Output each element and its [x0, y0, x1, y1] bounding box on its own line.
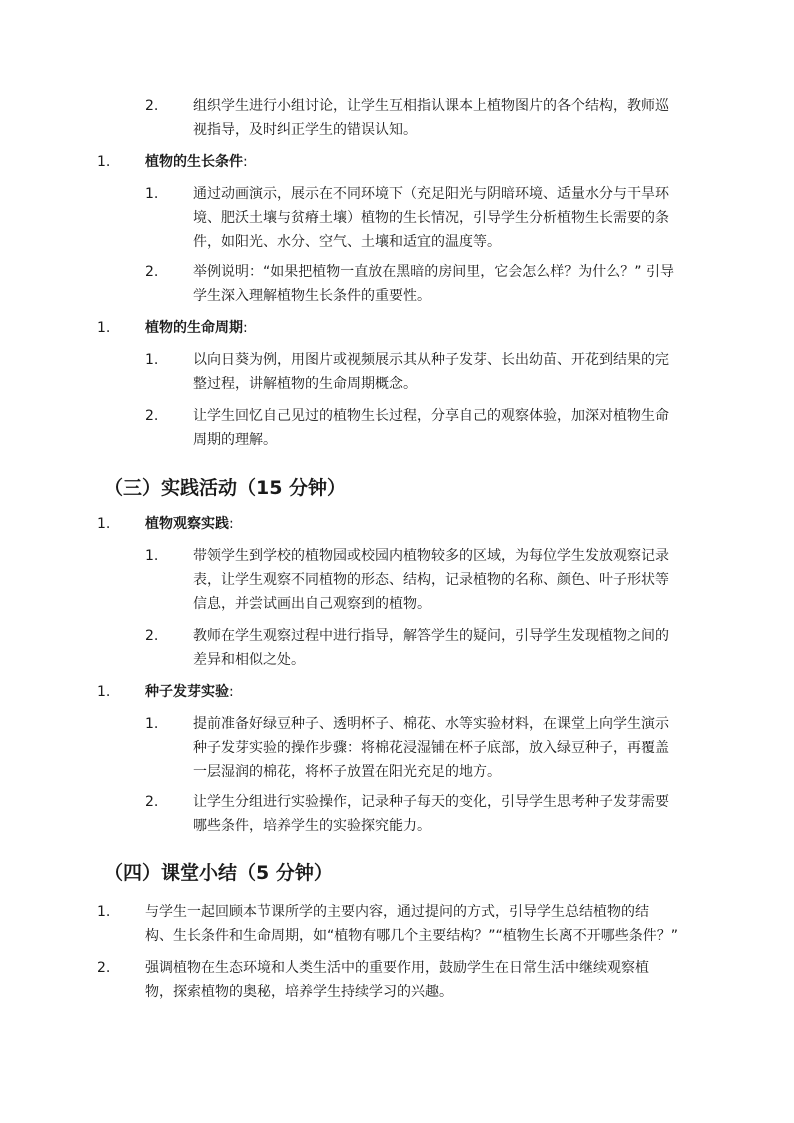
list-number: 1. — [97, 684, 111, 700]
text-line: 信息，并尝试画出自己观察到的植物。 — [193, 596, 431, 612]
list-number: 2. — [145, 628, 159, 644]
list-number: 1. — [145, 548, 159, 564]
list-number: 2. — [145, 98, 159, 114]
text-line: 以向日葵为例，用图片或视频展示其从种子发芽、长出幼苗、开花到结果的完 — [193, 352, 669, 368]
colon: : — [243, 320, 248, 336]
list-item-text — [145, 956, 705, 1004]
list-item-text — [193, 712, 703, 784]
list-item-text — [193, 544, 703, 616]
list-item-text — [193, 182, 703, 254]
list-number: 2. — [97, 960, 111, 976]
list-item-text — [193, 404, 703, 452]
list-item-text — [193, 624, 703, 672]
text-line: 强调植物在生态环境和人类生活中的重要作用，鼓励学生在日常生活中继续观察植 — [145, 960, 649, 976]
list-number: 2. — [145, 794, 159, 810]
text-line: 与学生一起回顾本节课所学的主要内容，通过提问的方式，引导学生总结植物的结 — [145, 904, 649, 920]
subsection-title — [145, 680, 705, 704]
text-line: 周期的理解。 — [193, 432, 277, 448]
subsection-title — [145, 316, 705, 340]
text-line: 举例说明：“如果把植物一直放在黑暗的房间里，它会怎么样？为什么？” 引导 — [193, 264, 674, 280]
text-line: 件，如阳光、水分、空气、土壤和适宜的温度等。 — [193, 234, 501, 250]
text-line: 让学生分组进行实验操作，记录种子每天的变化，引导学生思考种子发芽需要 — [193, 794, 669, 810]
section-heading: （四）课堂小结（5 分钟） — [104, 862, 333, 884]
list-item-text — [193, 94, 703, 142]
colon: : — [229, 684, 234, 700]
list-item-text — [193, 790, 703, 838]
text-line: 哪些条件，培养学生的实验探究能力。 — [193, 818, 431, 834]
subsection-title-text: 植物的生长条件 — [145, 154, 243, 170]
text-line: 教师在学生观察过程中进行指导，解答学生的疑问，引导学生发现植物之间的 — [193, 628, 669, 644]
list-number: 2. — [145, 264, 159, 280]
section-heading: （三）实践活动（15 分钟） — [104, 477, 347, 499]
colon: : — [243, 154, 248, 170]
list-number: 1. — [97, 904, 111, 920]
list-number: 1. — [145, 716, 159, 732]
subsection-title-text: 植物观察实践 — [145, 516, 229, 532]
subsection-title-text: 植物的生命周期 — [145, 320, 243, 336]
list-number: 1. — [145, 186, 159, 202]
text-line: 一层湿润的棉花，将杯子放置在阳光充足的地方。 — [193, 764, 501, 780]
text-line: 境、肥沃土壤与贫瘠土壤）植物的生长情况，引导学生分析植物生长需要的条 — [193, 210, 669, 226]
text-line: 种子发芽实验的操作步骤：将棉花浸湿铺在杯子底部，放入绿豆种子，再覆盖 — [193, 740, 669, 756]
list-number: 1. — [97, 516, 111, 532]
text-line: 带领学生到学校的植物园或校园内植物较多的区域，为每位学生发放观察记录 — [193, 548, 669, 564]
text-line: 让学生回忆自己见过的植物生长过程，分享自己的观察体验，加深对植物生命 — [193, 408, 669, 424]
text-line: 表，让学生观察不同植物的形态、结构，记录植物的名称、颜色、叶子形状等 — [193, 572, 669, 588]
text-line: 物，探索植物的奥秘，培养学生持续学习的兴趣。 — [145, 984, 453, 1000]
colon: : — [229, 516, 234, 532]
list-number: 2. — [145, 408, 159, 424]
text-line: 提前准备好绿豆种子、透明杯子、棉花、水等实验材料，在课堂上向学生演示 — [193, 716, 669, 732]
text-line: 构、生长条件和生命周期，如“植物有哪几个主要结构？”“植物生长离不开哪些条件？” — [145, 928, 679, 944]
text-line: 通过动画演示，展示在不同环境下（充足阳光与阴暗环境、适量水分与干旱环 — [193, 186, 669, 202]
text-line: 学生深入理解植物生长条件的重要性。 — [193, 288, 431, 304]
text-line: 差异和相似之处。 — [193, 652, 305, 668]
list-item-text — [193, 260, 703, 308]
text-line: 视指导，及时纠正学生的错误认知。 — [193, 122, 417, 138]
list-item-text — [193, 348, 703, 396]
subsection-title-text: 种子发芽实验 — [145, 684, 229, 700]
text-line: 组织学生进行小组讨论，让学生互相指认课本上植物图片的各个结构，教师巡 — [193, 98, 669, 114]
list-number: 1. — [97, 154, 111, 170]
subsection-title — [145, 512, 705, 536]
subsection-title — [145, 150, 705, 174]
list-number: 1. — [97, 320, 111, 336]
text-line: 整过程，讲解植物的生命周期概念。 — [193, 376, 417, 392]
list-number: 1. — [145, 352, 159, 368]
list-item-text — [145, 900, 705, 948]
